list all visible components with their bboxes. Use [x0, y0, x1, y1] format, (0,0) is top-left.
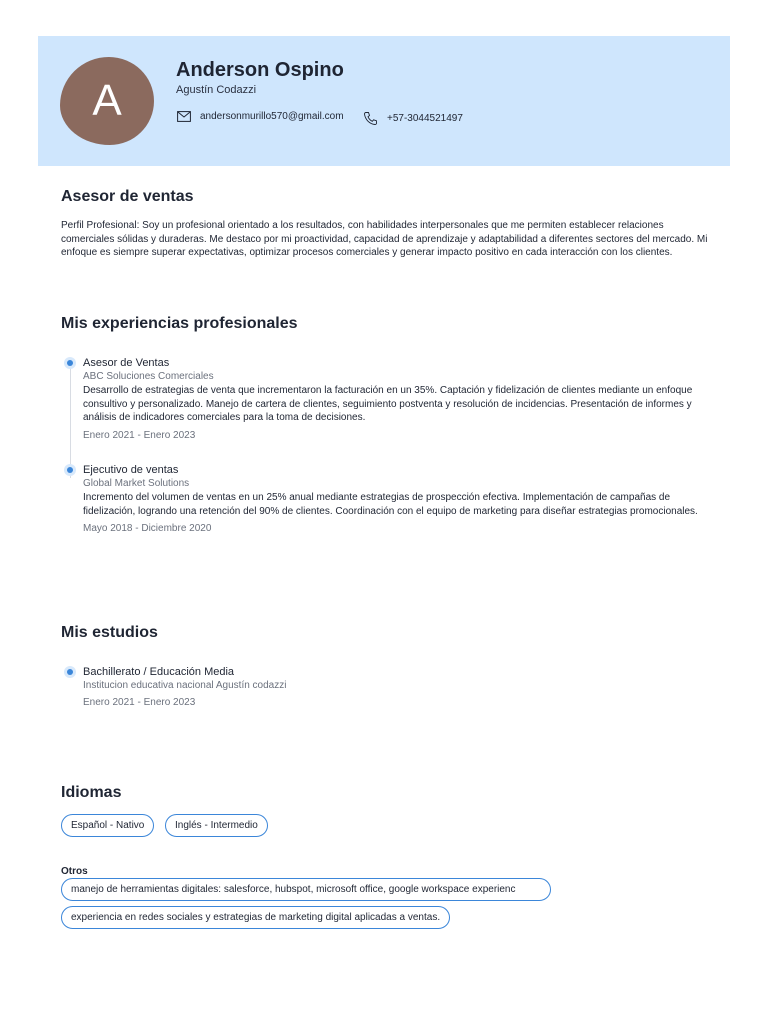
candidate-location: Agustín Codazzi	[176, 84, 257, 96]
envelope-icon	[177, 111, 191, 122]
phone-icon	[363, 111, 378, 126]
experience-company: ABC Soluciones Comerciales	[83, 371, 214, 382]
experience-dates: Mayo 2018 - Diciembre 2020	[83, 523, 212, 534]
timeline-dot	[64, 357, 76, 369]
language-chip: Inglés - Intermedio	[165, 814, 268, 837]
experience-role: Ejecutivo de ventas	[83, 464, 179, 476]
experience-heading: Mis experiencias profesionales	[61, 315, 298, 332]
experience-description: Desarrollo de estrategias de venta que incrementaron la facturación en un 35%. Captación y fidelización de clientes mediante un enfoque consultivo y personalizado. Manejo de cartera de clientes, seguimiento postventa y resolución de incidencias. Presentación de informes y análisis de indicadores comerciales para la toma de decisiones.	[83, 385, 693, 423]
email-text[interactable]: andersonmurillo570@gmail.com	[200, 111, 344, 122]
experience-dates: Enero 2021 - Enero 2023	[83, 429, 196, 441]
resume-header	[38, 36, 730, 166]
avatar: A	[60, 57, 154, 145]
language-chip: Español - Nativo	[61, 814, 154, 837]
experience-item	[61, 463, 711, 535]
job-title-heading: Asesor de ventas	[61, 188, 194, 205]
phone-contact[interactable]	[363, 111, 463, 126]
phone-text[interactable]: +57-3044521497	[387, 113, 463, 124]
education-school: Institucion educativa nacional Agustín codazzi	[83, 680, 287, 691]
experience-company: Global Market Solutions	[83, 478, 190, 489]
other-skill-chip: experiencia en redes sociales y estrategias de marketing digital aplicadas a ventas.	[61, 906, 450, 929]
languages-heading: Idiomas	[61, 784, 122, 801]
timeline-dot	[64, 666, 76, 678]
others-heading: Otros	[61, 866, 88, 877]
education-item	[61, 665, 711, 709]
experience-description: Incremento del volumen de ventas en un 25% anual mediante estrategias de prospección efectiva. Implementación de campañas de fidelización, logrando una retención del 90% de clientes. Coordinación con el equipo de marketing para diseñar estrategias promocionales.	[83, 492, 698, 517]
profile-summary: Perfil Profesional: Soy un profesional orientado a los resultados, con habilidades interpersonales que me permiten establecer relaciones comerciales sólidas y duraderas. Me destaco por mi proactividad, capacidad de aprendizaje y adaptabilidad a diferentes sectores del mercado. Mi enfoque es siempre superar expectativas, optimizar procesos comerciales y generar impacto positivo en cada interacción con los clientes.	[61, 220, 708, 258]
experience-item	[61, 356, 711, 442]
education-degree: Bachillerato / Educación Media	[83, 666, 235, 678]
education-dates: Enero 2021 - Enero 2023	[83, 697, 196, 708]
experience-role: Asesor de Ventas	[83, 357, 170, 369]
other-skill-chip: manejo de herramientas digitales: salesforce, hubspot, microsoft office, google workspace experienc	[61, 878, 551, 901]
timeline-dot	[64, 464, 76, 476]
education-heading: Mis estudios	[61, 624, 158, 641]
candidate-name: Anderson Ospino	[176, 59, 344, 81]
email-contact[interactable]	[177, 111, 344, 122]
